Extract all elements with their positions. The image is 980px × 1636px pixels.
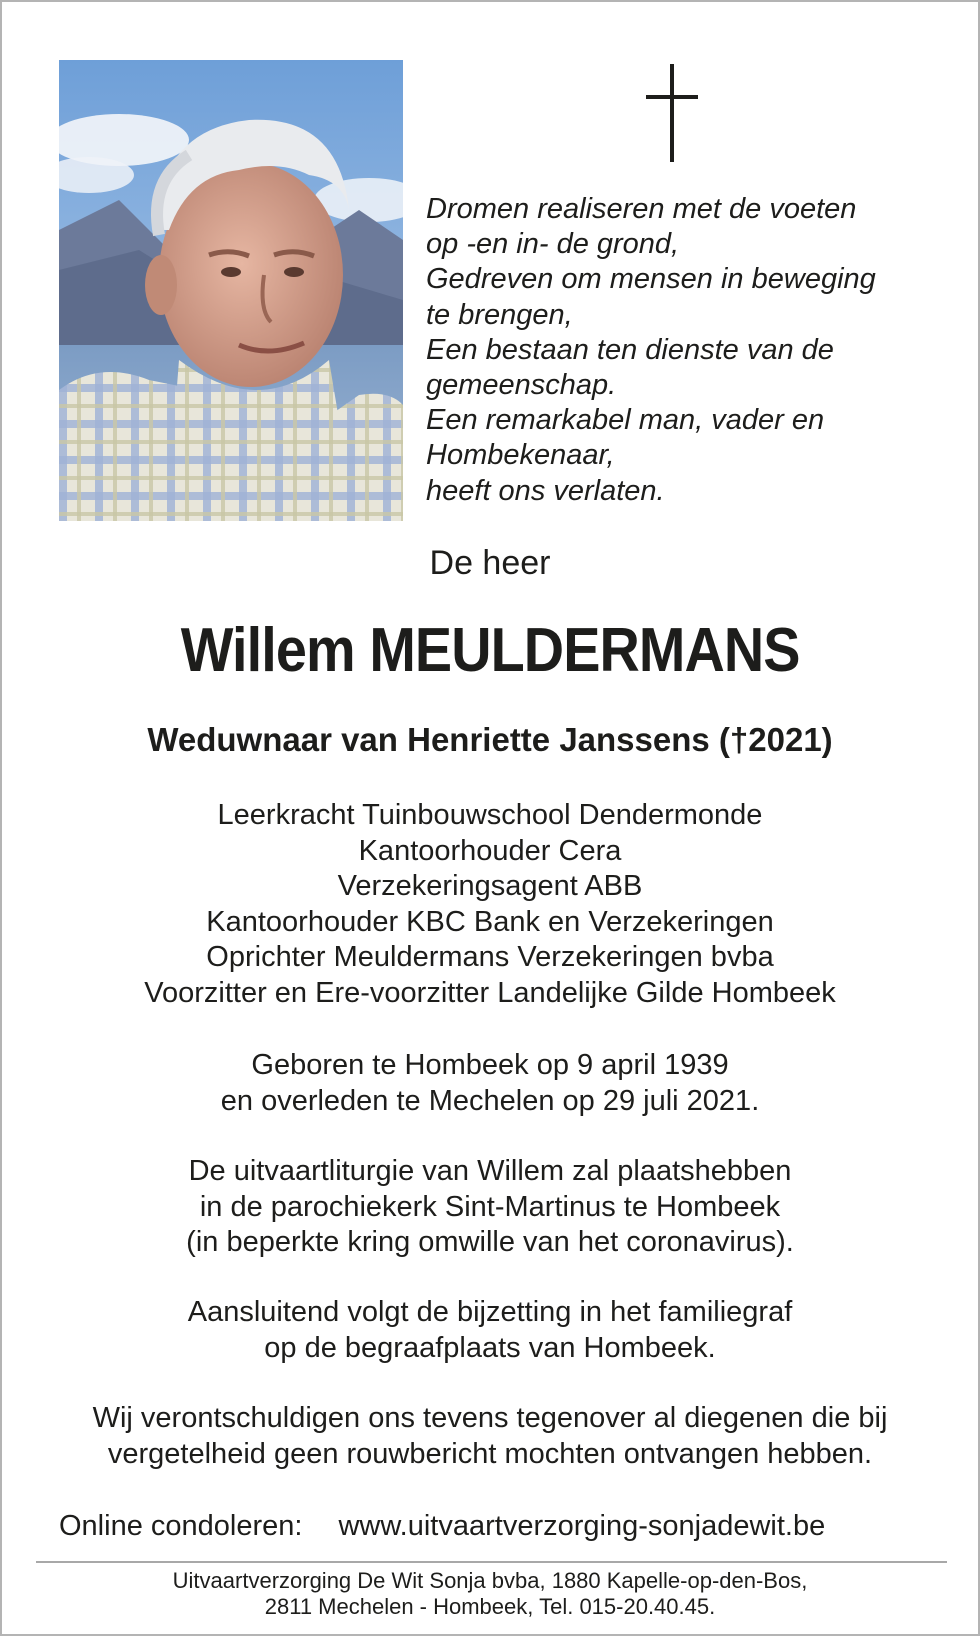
career-item: Oprichter Meuldermans Verzekeringen bvba: [206, 941, 774, 973]
apology-line: vergetelheid geen rouwbericht mochten ontvangen hebben.: [107, 1437, 873, 1470]
birth-death-dates: [2, 1048, 978, 1119]
poem-line: Een bestaan ten dienste van de: [426, 333, 834, 366]
footer-line: 2811 Mechelen - Hombeek, Tel. 015-20.40.45.: [264, 1594, 716, 1619]
poem-line: gemeenschap.: [426, 369, 617, 402]
online-condolence: [59, 1508, 825, 1544]
death-line: en overleden te Mechelen op 29 juli 2021.: [220, 1084, 760, 1117]
apology-line: Wij verontschuldigen ons tevens tegenover al diegenen die bij: [92, 1402, 888, 1434]
funeral-line: De uitvaartliturgie van Willem zal plaatshebben: [188, 1155, 792, 1187]
career-item: Kantoorhouder KBC Bank en Verzekeringen: [206, 905, 774, 938]
poem-line: te brengen,: [426, 298, 573, 331]
burial-line: Aansluitend volgt de bijzetting in het familiegraf: [187, 1296, 793, 1328]
burial-line: op de begraafplaats van Hombeek.: [264, 1331, 716, 1364]
salutation: De heer: [429, 544, 551, 582]
online-label: Online condoleren:: [59, 1510, 303, 1542]
portrait-photo: [59, 60, 403, 521]
poem-line: Een remarkabel man, vader en: [426, 404, 825, 437]
poem-line: Gedreven om mensen in beweging: [426, 263, 876, 296]
poem-line: Hombekenaar,: [426, 439, 615, 472]
career-item: Leerkracht Tuinbouwschool Dendermonde: [217, 799, 763, 831]
apology-note: [2, 1401, 978, 1472]
burial-info: [2, 1295, 978, 1366]
funeral-line: in de parochiekerk Sint-Martinus te Hombeek: [199, 1190, 781, 1223]
career-item: Voorzitter en Ere-voorzitter Landelijke Gilde Hombeek: [144, 976, 836, 1009]
career-item: Verzekeringsagent ABB: [337, 870, 643, 902]
funeral-line: (in beperkte kring omwille van het coronavirus).: [186, 1226, 794, 1258]
latin-cross-icon: [642, 64, 702, 162]
poem-line: Dromen realiseren met de voeten: [426, 193, 857, 225]
condolence-link[interactable]: www.uitvaartverzorging-sonjadewit.be: [338, 1510, 826, 1542]
poem-line: op -en in- de grond,: [426, 228, 680, 261]
spouse-line: Weduwnaar van Henriette Janssens (†2021): [147, 721, 833, 758]
portrait-illustration: [59, 60, 403, 521]
footer-divider: [36, 1561, 947, 1563]
footer-line: Uitvaartverzorging De Wit Sonja bvba, 1880 Kapelle-op-den-Bos,: [172, 1568, 808, 1593]
career-item: Kantoorhouder Cera: [358, 834, 622, 867]
career-list: [2, 798, 978, 1011]
memorial-poem: [426, 192, 946, 509]
poem-line: heeft ons verlaten.: [426, 474, 665, 507]
deceased-name: Willem MEULDERMANS: [180, 616, 800, 685]
birth-line: Geboren te Hombeek op 9 april 1939: [251, 1049, 729, 1081]
funeral-home-footer: [2, 1568, 978, 1620]
funeral-info: [2, 1154, 978, 1261]
